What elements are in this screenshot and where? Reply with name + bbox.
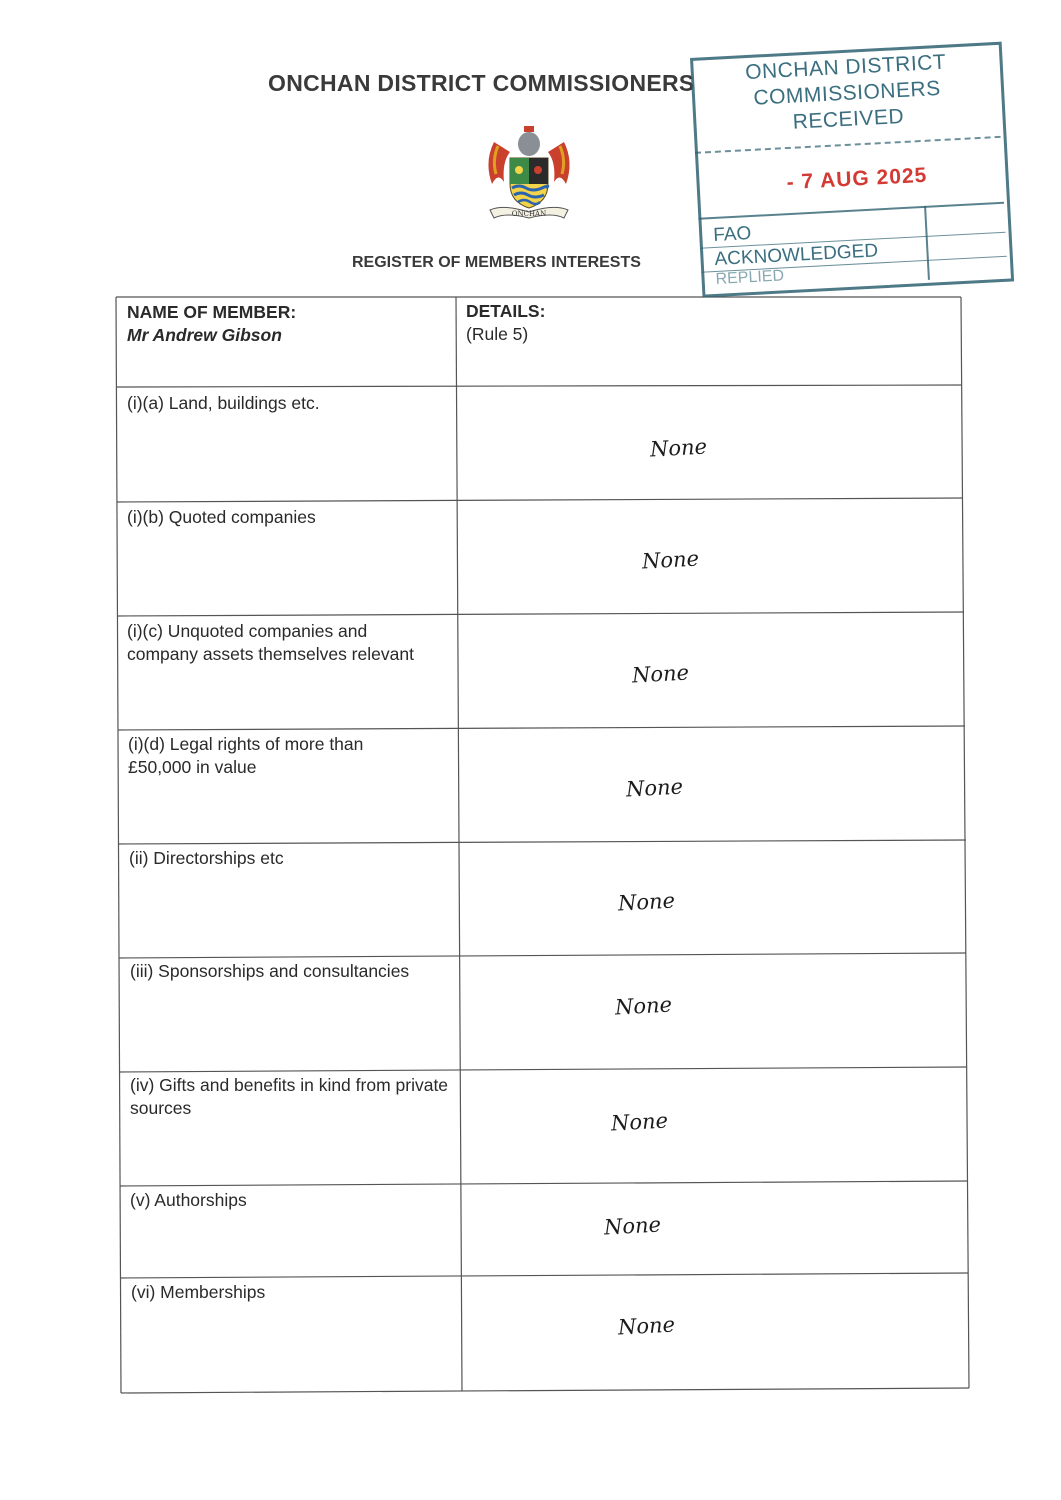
row-label: (iv) Gifts and benefits in kind from private sources [130,1075,449,1118]
stamp-acknowledged: ACKNOWLEDGED [714,240,879,270]
details-heading-cell [466,300,545,346]
member-name: Mr Andrew Gibson [127,325,282,345]
handwritten-value: None [617,1312,676,1340]
handwritten-value: None [610,1108,669,1136]
details-heading: DETAILS: [466,301,546,321]
row-label: (v) Authorships [130,1190,247,1210]
row-label: (vi) Memberships [131,1282,266,1302]
row-label: (i)(a) Land, buildings etc. [127,393,320,413]
stamp-line-3: RECEIVED [792,104,905,134]
stamp-line-1: ONCHAN DISTRICT [744,50,947,85]
row-label: (i)(d) Legal rights of more than £50,000 in value [128,734,364,777]
row-label: (i)(b) Quoted companies [127,507,316,527]
stamp-replied: REPLIED [715,267,785,288]
handwritten-value: None [603,1212,662,1240]
handwritten-value: None [614,992,673,1020]
member-heading: NAME OF MEMBER: [127,302,297,322]
stamp-line-2: COMMISSIONERS [752,76,942,110]
handwritten-value: None [649,434,708,462]
handwritten-value: None [625,774,684,802]
handwritten-value: None [631,660,690,688]
handwritten-value: None [641,546,700,574]
register-subtitle: REGISTER OF MEMBERS INTERESTS [352,254,641,271]
received-stamp [690,41,1033,316]
stamp-date: - 7 AUG 2025 [786,163,928,195]
row-label: (iii) Sponsorships and consultancies [130,961,410,981]
member-heading-cell [127,301,296,347]
crest-scroll-text: ONCHAN [511,210,547,218]
row-label: (ii) Directorships etc [129,848,284,868]
stamp-fao: FAO [712,223,752,247]
handwritten-value: None [617,888,676,916]
page-title: ONCHAN DISTRICT COMMISSIONERS [268,70,695,96]
details-rule: (Rule 5) [466,324,529,344]
row-label: (i)(c) Unquoted companies and company assets themselves relevant [127,621,414,664]
